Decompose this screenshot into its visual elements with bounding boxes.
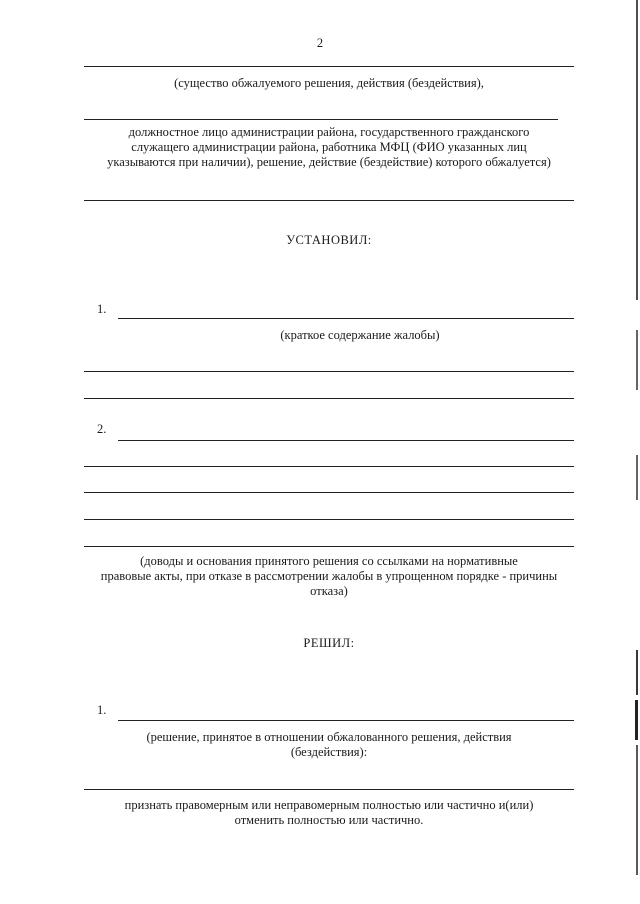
- caption-options-2: отменить полностью или частично.: [234, 813, 424, 827]
- scan-edge-mark: [636, 650, 638, 695]
- fill-line-summary-1: [84, 371, 574, 372]
- caption-grounds-3: отказа): [310, 584, 348, 598]
- caption-official-1: должностное лицо администрации района, государственного гражданского: [128, 125, 530, 139]
- fill-line-official: [84, 119, 558, 120]
- scan-edge-mark: [636, 745, 638, 875]
- fill-line-grounds-1: [84, 466, 574, 467]
- scan-edge-mark: [636, 0, 638, 300]
- caption-options-1: признать правомерным или неправомерным полностью или частично и(или): [124, 798, 534, 812]
- fill-line-item-1: [118, 318, 574, 319]
- heading-decided: РЕШИЛ:: [303, 636, 355, 650]
- fill-line-grounds-4: [84, 546, 574, 547]
- heading-established: УСТАНОВИЛ:: [286, 233, 372, 247]
- decision-item-1-number: 1.: [97, 703, 107, 717]
- fill-line-options: [84, 789, 574, 790]
- caption-decision-2: (бездействия):: [290, 745, 368, 759]
- scan-edge-mark: [636, 330, 638, 390]
- item-2-number: 2.: [97, 422, 107, 436]
- fill-line-official-2: [84, 200, 574, 201]
- caption-official-2: служащего администрации района, работника МФЦ (ФИО указанных лиц: [131, 140, 527, 154]
- caption-decision-1: (решение, принятое в отношении обжалованного решения, действия: [146, 730, 512, 744]
- scan-edge-mark: [636, 455, 638, 500]
- scan-edge-mark: [635, 700, 638, 740]
- fill-line-summary-2: [84, 398, 574, 399]
- caption-grounds-1: (доводы и основания принятого решения со ссылками на нормативные: [140, 554, 518, 568]
- item-1-number: 1.: [97, 302, 107, 316]
- page-number: 2: [316, 36, 324, 50]
- caption-summary: (краткое содержание жалобы): [280, 328, 440, 342]
- caption-official-3: указываются при наличии), решение, действие (бездействие) которого обжалуется): [107, 155, 551, 169]
- fill-line-subject: [84, 66, 574, 67]
- caption-subject: (существо обжалуемого решения, действия (бездействия),: [174, 76, 484, 90]
- fill-line-grounds-2: [84, 492, 574, 493]
- fill-line-decision: [118, 720, 574, 721]
- fill-line-item-2: [118, 440, 574, 441]
- fill-line-grounds-3: [84, 519, 574, 520]
- caption-grounds-2: правовые акты, при отказе в рассмотрении жалобы в упрощенном порядке - причины: [100, 569, 558, 583]
